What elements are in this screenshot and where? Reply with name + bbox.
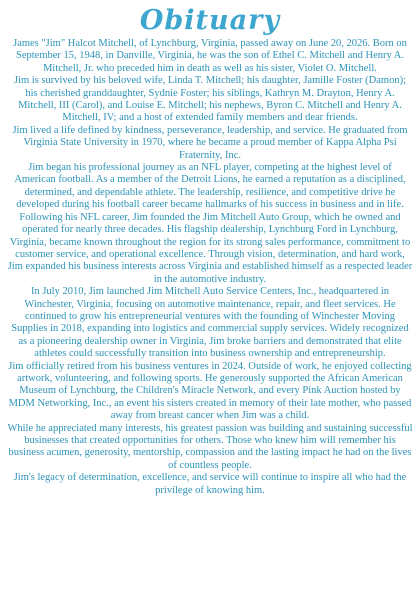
paragraph-service-centers: In July 2010, Jim launched Jim Mitchell Auto Service Centers, Inc., headquartered in Winchester, Virginia, focusing on automotive maintenance, repair, and fleet services. He continued to grow his entrepreneurial ventures with the founding of Winchester Moving Supplies in 2018, expanding into logistics and commercial supply services. Widely recognized as a pioneering dealership owner in Virginia, Jim broke barriers and demonstrated that elite athletes could successfully transition into business ownership and entrepreneurship. [11,286,409,360]
page-title: Obituary [139,5,281,36]
paragraph-nfl-career: Jim began his professional journey as an NFL player, competing at the highest level of American football. As a member of the Detroit Lions, he earned a reputation as a disciplined, determined, and dependable athlete. The leadership, resilience, and competitive drive he developed during his football career became hallmarks of his success in business and in life. [14,162,406,211]
paragraph-passion: While he appreciated many interests, his greatest passion was building and sustaining successful businesses that created opportunities for others. Those who knew him will remember his business acumen, generosity, mentorship, compassion and the lasting impact he had on the lives of countless people. [7,422,413,471]
paragraph-birth: James "Jim" Halcot Mitchell, of Lynchburg, Virginia, passed away on June 20, 2026. Born on September 15, 1948, in Danville, Virginia, he was the son of Ethel C. Mitchell and Henry A. Mitchell, Jr. who preceded him in death as well as his sister, Violet O. Mitchell. [13,38,407,74]
paragraph-legacy: Jim's legacy of determination, excellence, and service will continue to inspire all who had the privilege of knowing him. [13,472,407,496]
paragraph-education: Jim lived a life defined by kindness, perseverance, leadership, and service. He graduated from Virginia State University in 1970, where he became a proud member of Kappa Alpha Psi Fraternity, Inc. [12,124,408,161]
paragraph-survivors: Jim is survived by his beloved wife, Linda T. Mitchell; his daughter, Jamille Foster (Damon); his cherished granddaughter, Sydnie Foster; his siblings, Kathryn M. Drayton, Henry A. Mitchell, III (Carol), and Louise E. Mitchell; his nephews, Byron C. Mitchell and Henry A. Mitchell, IV; and a host of extended family members and dear friends. [13,75,406,124]
obituary-body [7,38,413,497]
paragraph-auto-group: Following his NFL career, Jim founded the Jim Mitchell Auto Group, which he owned and operated for nearly three decades. His flagship dealership, Lynchburg Ford in Lynchburg, Virginia, became known throughout the region for its strong sales performance, commitment to customer service, and operational excellence. Through vision, determination, and hard work, Jim expanded his business interests across Virginia and established himself as a respected leader in the automotive industry. [7,211,413,285]
paragraph-retirement: Jim officially retired from his business ventures in 2024. Outside of work, he enjoyed collecting artwork, volunteering, and following sports. He generously supported the African American Museum of Lynchburg, the Children's Miracle Network, and every Pink Auction hosted by MDM Networking, Inc., an event his sisters created in memory of their late mother, who passed away from breast cancer when Jim was a child. [8,360,412,422]
